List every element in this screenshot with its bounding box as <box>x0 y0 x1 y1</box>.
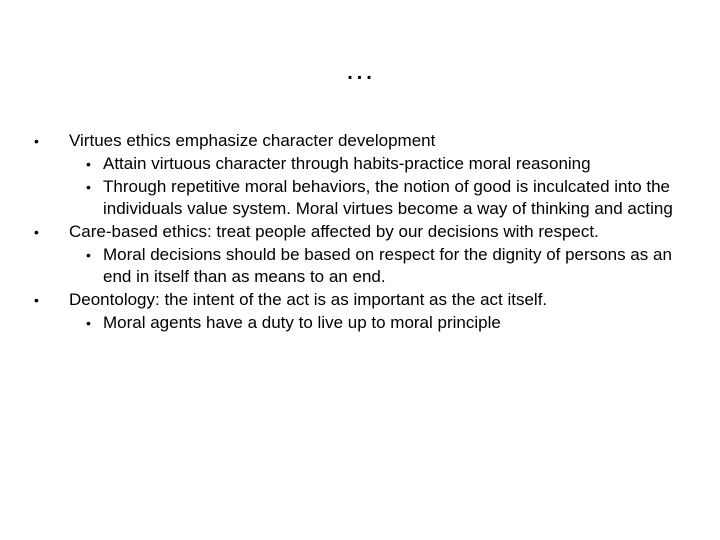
list-item <box>34 221 694 243</box>
list-item-text: Deontology: the intent of the act is as important as the act itself. <box>69 290 548 309</box>
list-item-text: Moral agents have a duty to live up to moral principle <box>103 313 501 332</box>
list-item-body: emphasize character development <box>170 131 436 150</box>
bullet-dot-icon: • <box>86 247 91 263</box>
list-item <box>34 153 694 175</box>
list-item <box>34 130 694 152</box>
list-item-text <box>69 130 694 152</box>
bullet-dot-icon: • <box>86 179 91 195</box>
bullet-dot-icon: • <box>34 292 39 308</box>
bullet-list <box>34 130 694 335</box>
bullet-dot-icon: • <box>34 224 39 240</box>
list-item-lead: Virtues ethics <box>69 131 171 150</box>
bullet-dot-icon: • <box>86 156 91 172</box>
list-item <box>34 312 694 334</box>
list-item <box>34 176 694 220</box>
slide-title: … <box>344 53 376 86</box>
list-item-text: Moral decisions should be based on respect for the dignity of persons as an end in itself than as means to an end. <box>103 245 672 286</box>
list-item-text: Care-based ethics: treat people affected by our decisions with respect. <box>69 222 599 241</box>
list-item <box>34 289 694 311</box>
bullet-dot-icon: • <box>86 315 91 331</box>
bullet-dot-icon: • <box>34 133 39 149</box>
list-item-text: Attain virtuous character through habits-practice moral reasoning <box>103 154 591 173</box>
list-item-text: Through repetitive moral behaviors, the notion of good is inculcated into the individuals value system. Moral virtues become a way of thinking and acting <box>103 177 673 218</box>
list-item <box>34 244 694 288</box>
